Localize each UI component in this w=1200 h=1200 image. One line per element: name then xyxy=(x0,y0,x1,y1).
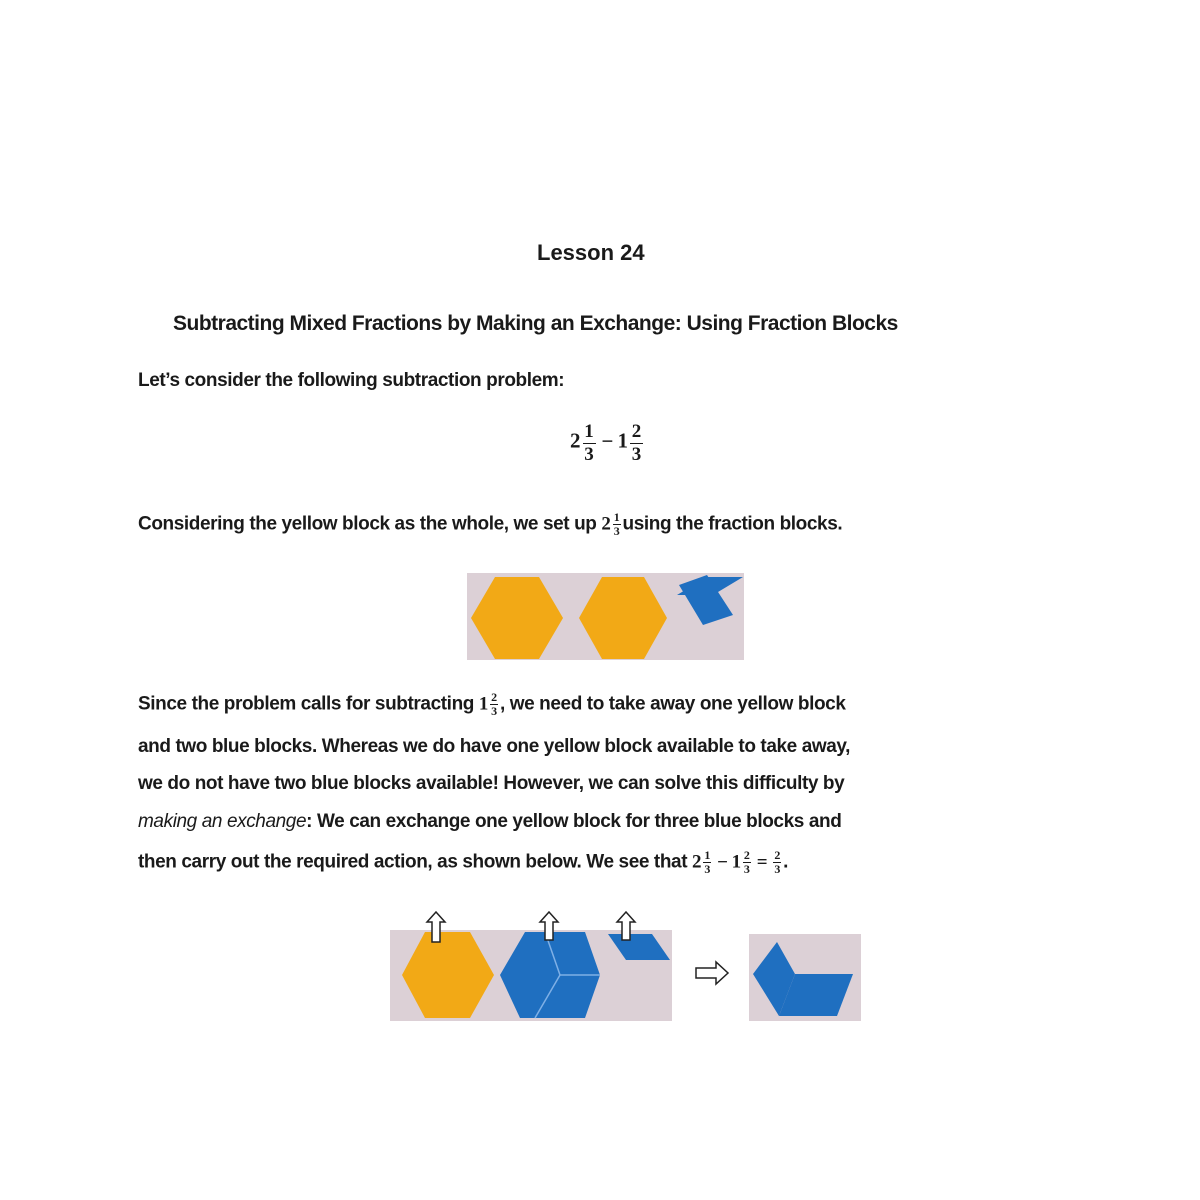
paragraph-line: and two blue blocks. Whereas we do have one yellow block available to take away, xyxy=(138,736,851,757)
paragraph-line: Since the problem calls for subtracting 1 $\frac{2}{3}$ , we need to take away one yellow block xyxy=(138,690,846,718)
whole: 1 xyxy=(617,428,628,453)
setup-text: Considering the yellow block as the whole, we set up 2 $\frac{1}{3}$ using the fraction blocks. xyxy=(138,510,843,538)
paragraph-line: we do not have two blue blocks available! However, we can solve this difficulty by xyxy=(138,773,845,794)
fraction: $\frac{2}{3}$ xyxy=(631,421,642,465)
right-arrow-icon xyxy=(694,960,732,986)
intro-text: Let’s consider the following subtraction problem: xyxy=(138,370,565,391)
setup-blocks-image xyxy=(467,573,744,660)
problem-equation xyxy=(570,422,645,465)
whole: 2 xyxy=(570,428,581,453)
lesson-title: Lesson 24 xyxy=(537,240,645,265)
exchange-blocks-image xyxy=(390,910,672,1022)
subtitle: Subtracting Mixed Fractions by Making an Exchange: Using Fraction Blocks xyxy=(173,312,898,335)
fraction: $\frac{1}{3}$ xyxy=(584,421,594,465)
paragraph-line: then carry out the required action, as shown below. We see that 2 $\frac{1}{3}$ − 1 $\frac{2}{3}$ = $\frac{2}{3}$ . xyxy=(138,848,789,876)
minus: − xyxy=(601,428,614,453)
paragraph-line: making an exchange: We can exchange one yellow block for three blue blocks and xyxy=(138,811,842,832)
result-blocks-image xyxy=(749,934,861,1021)
